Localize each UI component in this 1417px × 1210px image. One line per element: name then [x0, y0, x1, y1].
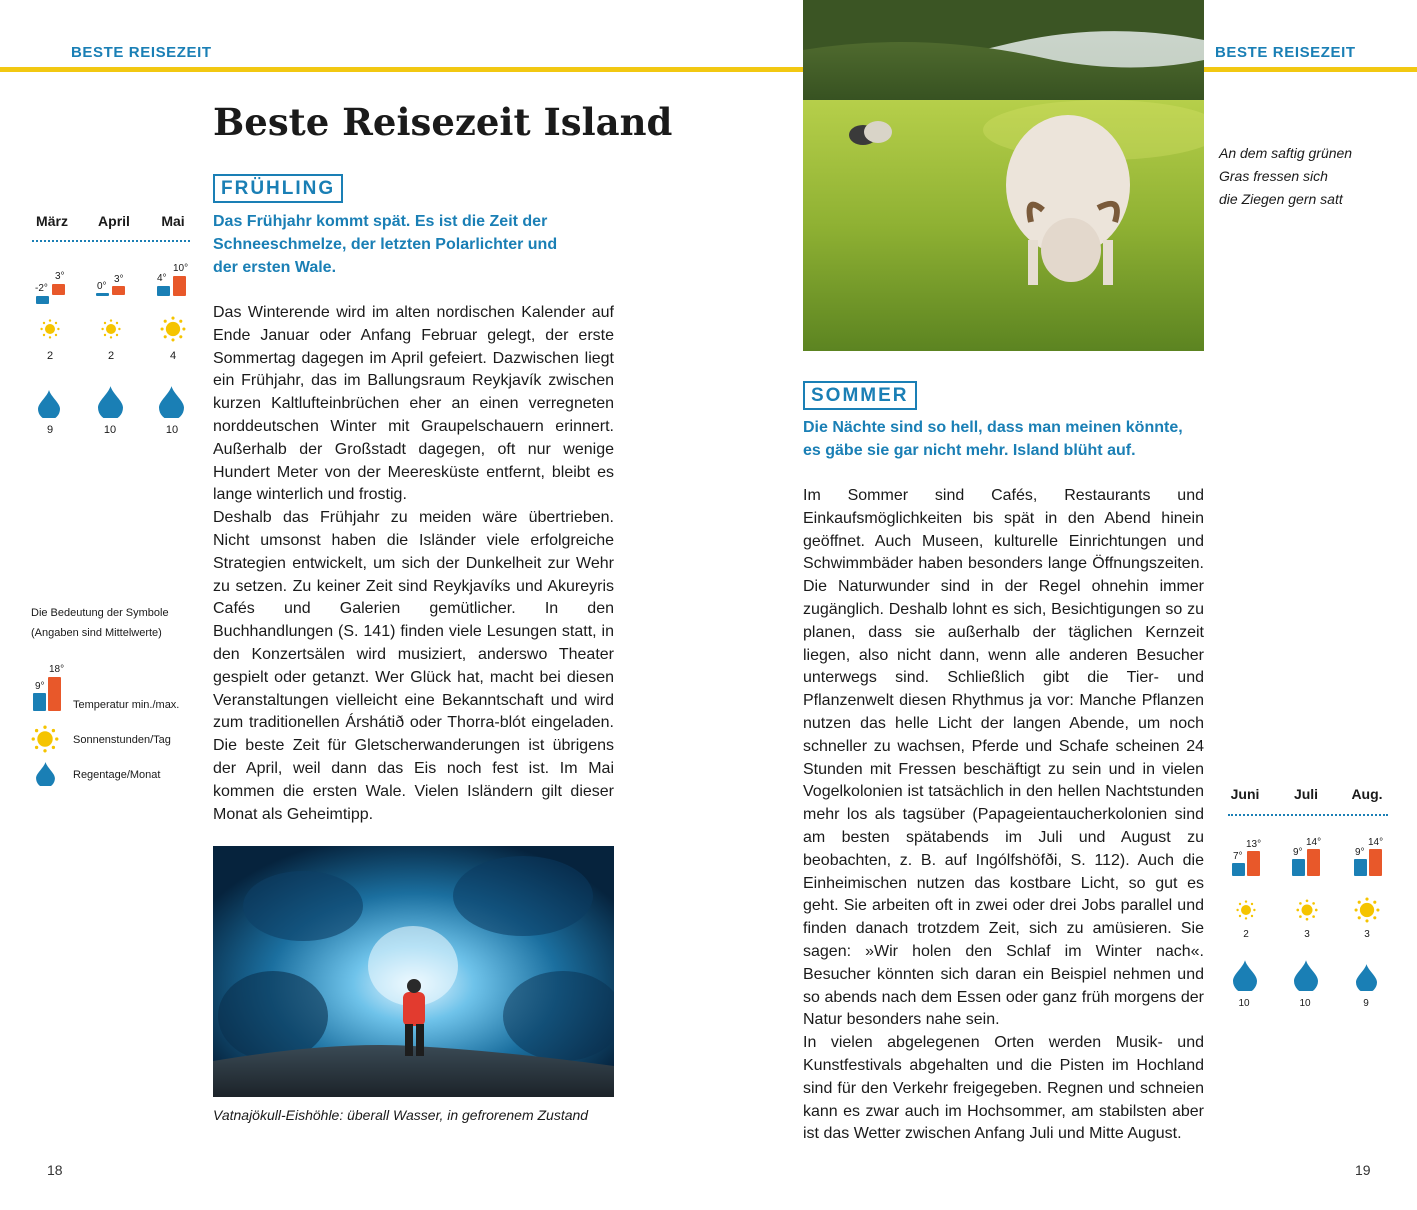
- temp-min-value: 4°: [157, 273, 167, 284]
- temp-max-value: 14°: [1306, 837, 1322, 848]
- temp-max-value: 3°: [55, 271, 65, 282]
- legend-subtitle: (Angaben sind Mittelwerte): [31, 627, 162, 639]
- legend-sun-label: Sonnenstunden/Tag: [73, 734, 171, 746]
- sun-value: 4: [169, 350, 177, 362]
- sun-value: 3: [1304, 929, 1310, 940]
- legend-rain-label: Regentage/Monat: [73, 769, 161, 781]
- spring-lead-line: der ersten Wale.: [213, 259, 337, 276]
- sun-icon: [101, 319, 121, 339]
- spring-lead: [213, 210, 613, 279]
- temp-min-value: -2°: [35, 283, 48, 294]
- rain-value: 10: [165, 424, 179, 436]
- season-label-summer: SOMMER: [803, 381, 917, 410]
- climate-divider-summer: [1228, 814, 1388, 816]
- legend-rain-drop-icon: [36, 762, 55, 786]
- temp-min-bar: [36, 296, 49, 304]
- temp-min-value: 7°: [1233, 851, 1243, 862]
- section-label-right: BESTE REISEZEIT: [1215, 44, 1356, 61]
- temp-max-bar: [173, 276, 186, 296]
- rain-value: 10: [103, 424, 117, 436]
- rain-drop-icon: [1356, 964, 1377, 991]
- temp-min-bar: [96, 293, 109, 296]
- rain-value: 9: [46, 424, 54, 436]
- temp-max-value: 14°: [1368, 837, 1384, 848]
- sun-value: 2: [107, 350, 115, 362]
- rain-drop-icon: [1233, 960, 1257, 991]
- climate-month: Mai: [161, 213, 185, 229]
- spring-paragraph-1: Das Winterende wird im alten nordischen Kalender auf Ende Januar oder Anfang Februar gelegt, der erste Sommertag dagegen im April gefeiert. Dazwischen liegt ein Frühjahr, das im Ballungsraum Reykjavík zwischen kurzen Kaltlufteinbrüchen eher an einen verregneten norddeutschen Winter mit Graupelschauern erinnert. Außerhalb der Großstadt dagegen, oft nur wenige Hundert Meter von der Meeresküste entfernt, bleibt es lange winterlich und frostig.: [213, 304, 614, 504]
- rain-drop-icon: [1294, 960, 1318, 991]
- sheep-caption-line: Gras fressen sich: [1219, 168, 1328, 184]
- climate-month: März: [36, 213, 68, 229]
- legend-sun-icon: [31, 725, 59, 753]
- sun-value: 3: [1364, 929, 1370, 940]
- climate-month: Aug.: [1351, 786, 1383, 802]
- ice-cave-image: [213, 846, 614, 1097]
- legend-temp-min-bar: [33, 693, 46, 711]
- sun-value: 2: [1243, 929, 1249, 940]
- temp-min-bar: [1292, 859, 1305, 876]
- legend-temp-max-value: 18°: [49, 664, 65, 675]
- temp-min-bar: [157, 286, 170, 296]
- rain-value: 10: [1299, 998, 1311, 1009]
- rain-drop-icon: [159, 386, 184, 418]
- climate-month: Juli: [1293, 786, 1319, 802]
- page-number-left: 18: [47, 1162, 63, 1178]
- temp-max-bar: [112, 286, 125, 295]
- temp-min-bar: [1232, 863, 1245, 876]
- rain-value: 9: [1363, 998, 1369, 1009]
- sun-icon: [40, 319, 60, 339]
- page-number-right: 19: [1355, 1162, 1371, 1178]
- legend-title: Die Bedeutung der Symbole: [31, 607, 169, 619]
- temp-min-value: 0°: [97, 281, 107, 292]
- ice-cave-caption: Vatnajökull-Eishöhle: überall Wasser, in gefrorenem Zustand: [213, 1107, 589, 1123]
- sun-icon: [1296, 899, 1318, 921]
- page-title: Beste Reisezeit Island: [213, 100, 673, 144]
- sheep-caption: [1219, 142, 1352, 211]
- summer-body: [803, 485, 1204, 1146]
- summer-paragraph-1: Im Sommer sind Cafés, Restaurants und Einkaufsmöglichkeiten bis spät in den Abend hinein geöffnet. Auch Museen, kulturelle Einrichtungen und Schwimmbäder haben besonders lange Öffnungszeiten. Die Naturwunder sind in der Regel ohnehin immer zugänglich. Deshalb lohnt es sich, Besichtigungen so zu planen, dass sie außerhalb der täglichen Kernzeit liegen, also nicht dann, wenn alle anderen Besucher unterwegs sind. Schließlich gibt die Tier- und Pflanzenwelt diesen Rhythmus ja vor: Manche Pflanzen nutzen das helle Licht der langen Abende, um noch schneller zu wachsen, Pferde und Schafe scheinen 24 Stunden mit Fressen beschäftigt zu sein und in vielen Vogelkolonien ist tatsächlich in den hellen Nachtstunden mehr los als tagsüber (Papageientaucherkolonien sind am besten spätabends im Juli und August zu beobachten, z. B. auf Ingólfshöfði, S. 112). Auch die Einheimischen nutzen das kostbare Licht, so gut es geht. Sie arbeiten oft in zwei oder drei Jobs parallel und finden danach trotzdem Zeit, sich zu amüsieren. Sie sagen: »Wir holen den Schlaf im Winter nach«. Besucher könnten sich daran ein Beispiel nehmen und so abends nach dem Essen oder ganz früh morgens der Natur besonders nahe sein.: [803, 487, 1204, 1029]
- legend-temp-max-bar: [48, 677, 61, 711]
- summer-lead-line: es gäbe sie gar nicht mehr. Island blüht auf.: [803, 442, 1136, 459]
- temp-min-value: 9°: [1355, 847, 1365, 858]
- spring-body: [213, 302, 614, 826]
- summer-lead: [803, 416, 1204, 462]
- temp-max-value: 10°: [173, 263, 189, 274]
- climate-month: Juni: [1230, 786, 1260, 802]
- sheep-photo: [803, 0, 1204, 351]
- sheep-caption-line: die Ziegen gern satt: [1219, 191, 1343, 207]
- temp-max-bar: [1369, 849, 1382, 876]
- legend-temp-min-value: 9°: [35, 681, 45, 692]
- sun-icon: [160, 316, 186, 342]
- sheep-image: [803, 0, 1204, 351]
- header-rule-left: [0, 67, 803, 72]
- section-label-left: BESTE REISEZEIT: [71, 44, 212, 61]
- summer-paragraph-2: In vielen abgelegenen Orten werden Musik- und Kunstfestivals abgehalten und die Pisten im Hochland sind für den Verkehr freigegeben. Regnen und schneien kann es zwar auch im Hochsommer, am stabilsten aber ist das Wetter zwischen Anfang Juli und Mitte August.: [803, 1034, 1204, 1143]
- rain-drop-icon: [98, 386, 123, 418]
- temp-max-value: 3°: [114, 274, 124, 285]
- temp-min-value: 9°: [1293, 847, 1303, 858]
- sun-icon: [1236, 900, 1256, 920]
- spring-lead-line: Schneeschmelze, der letzten Polarlichter und: [213, 236, 558, 253]
- sun-icon: [1354, 897, 1380, 923]
- climate-divider-spring: [32, 240, 190, 242]
- sun-value: 2: [46, 350, 54, 362]
- climate-month: April: [98, 213, 130, 229]
- spring-lead-line: Das Frühjahr kommt spät. Es ist die Zeit der: [213, 213, 548, 230]
- summer-lead-line: Die Nächte sind so hell, dass man meinen könnte,: [803, 419, 1183, 436]
- rain-value: 10: [1238, 998, 1250, 1009]
- temp-max-bar: [1307, 849, 1320, 876]
- temp-max-bar: [1247, 851, 1260, 876]
- ice-cave-photo: [213, 846, 614, 1097]
- season-label-spring: FRÜHLING: [213, 174, 343, 203]
- temp-max-value: 13°: [1246, 839, 1262, 850]
- rain-drop-icon: [38, 390, 60, 418]
- header-rule-right: [1204, 67, 1417, 72]
- temp-max-bar: [52, 284, 65, 295]
- temp-min-bar: [1354, 859, 1367, 876]
- spring-paragraph-2: Deshalb das Frühjahr zu meiden wäre übertrieben. Nicht umsonst haben die Isländer viele erfolgreiche Strategien entwickelt, um sich der Dunkelheit zur Wehr zu setzen. Zu keiner Zeit sind Reykjavíks und Akureyris Cafés und Galerien gemütlicher. In den Buchhandlungen (S. 141) finden viele Lesungen statt, in den Konzertsälen wird musiziert, anderswo Theater gespielt oder getanzt. Wer Glück hat, macht bei diesen Veranstaltungen vielleicht eine Bekanntschaft und wird zum traditionellen Árshátið oder Thorra-blót eingeladen. Die beste Zeit für Gletscherwanderungen ist übrigens der April, weil dann das Eis noch fest ist. Im Mai kommen die ersten Wale. Vielen Isländern gilt dieser Monat als Geheimtipp.: [213, 509, 614, 823]
- legend-temp-label: Temperatur min./max.: [73, 699, 180, 711]
- sheep-caption-line: An dem saftig grünen: [1219, 145, 1353, 161]
